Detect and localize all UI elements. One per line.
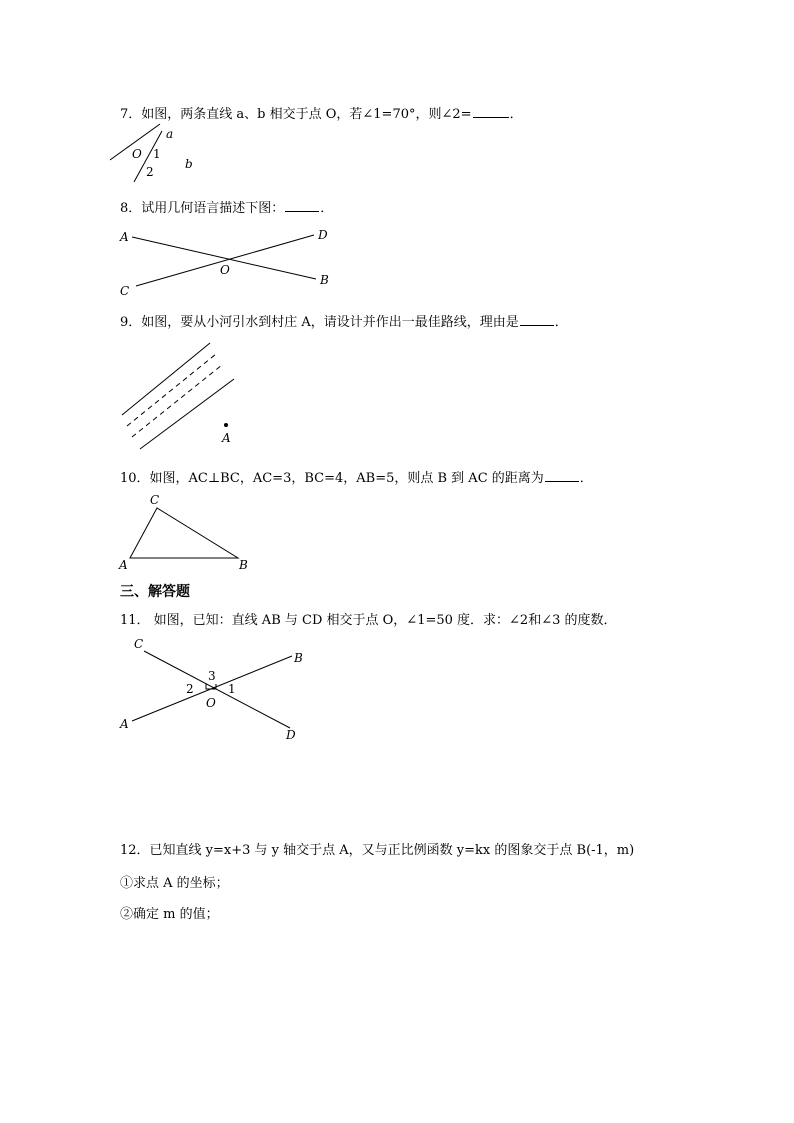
river-bank-lower (140, 379, 234, 449)
figure-q10-triangle (110, 490, 260, 572)
label-A: A (120, 717, 129, 731)
river-dash-2 (132, 365, 222, 437)
label-O: O (220, 263, 230, 277)
label-A: A (120, 230, 129, 244)
label-2: 2 (186, 682, 194, 696)
figure-q11 (110, 632, 310, 744)
label-D: D (318, 228, 328, 242)
label-O: O (132, 147, 142, 161)
label-1: 1 (153, 147, 161, 161)
question-12-part-1: ①求点 A 的坐标； (120, 876, 229, 891)
label-b: b (185, 157, 193, 171)
answer-blank[interactable] (473, 105, 509, 118)
label-a: a (166, 127, 174, 141)
label-B: B (294, 651, 303, 665)
label-3: 3 (208, 669, 216, 683)
village-point (224, 423, 228, 427)
question-8: 8．试用几何语言描述下图： ． (120, 201, 334, 216)
label-2: 2 (146, 165, 154, 179)
label-A: A (222, 431, 231, 445)
label-A: A (119, 558, 128, 572)
question-9-text: 9．如图，要从小河引水到村庄 A，请设计并作出一最佳路线，理由是 (120, 315, 519, 330)
label-O: O (206, 696, 216, 710)
label-1: 1 (228, 682, 236, 696)
river-dash-1 (127, 354, 216, 426)
question-12: 12．已知直线 y=x+3 与 y 轴交于点 A，又与正比例函数 y=kx 的图象交于点 B(-1，m) (120, 843, 635, 858)
label-C: C (120, 284, 130, 298)
question-12-part-2: ②确定 m 的值； (120, 907, 219, 922)
question-7: 7．如图，两条直线 a、b 相交于点 O，若∠1=70°，则∠2= ． (120, 107, 523, 122)
label-B: B (239, 558, 248, 572)
answer-blank[interactable] (545, 469, 579, 482)
question-9: 9．如图，要从小河引水到村庄 A，请设计并作出一最佳路线，理由是 ． (120, 315, 568, 330)
section-heading: 三、解答题 (120, 584, 190, 600)
answer-blank[interactable] (285, 199, 319, 212)
answer-blank[interactable] (520, 313, 554, 326)
figure-q8 (110, 222, 350, 302)
question-8-text: 8．试用几何语言描述下图： (120, 201, 285, 216)
question-7-text: 7．如图，两条直线 a、b 相交于点 O，若∠1=70°，则∠2= (120, 107, 472, 122)
figure-q7 (110, 124, 220, 186)
label-C: C (150, 493, 160, 507)
question-11: 11． 如图，已知：直线 AB 与 CD 相交于点 O，∠1=50 度．求：∠2和∠3 的度数． (120, 613, 617, 628)
label-D: D (286, 728, 296, 742)
question-10: 10．如图，AC⊥BC，AC=3，BC=4，AB=5，则点 B 到 AC 的距离为 ． (120, 471, 593, 486)
river-bank-upper (122, 343, 210, 415)
label-B: B (320, 273, 329, 287)
figure-q9-river (110, 338, 250, 450)
question-10-text: 10．如图，AC⊥BC，AC=3，BC=4，AB=5，则点 B 到 AC 的距离为 (120, 471, 544, 486)
label-C: C (134, 637, 144, 651)
